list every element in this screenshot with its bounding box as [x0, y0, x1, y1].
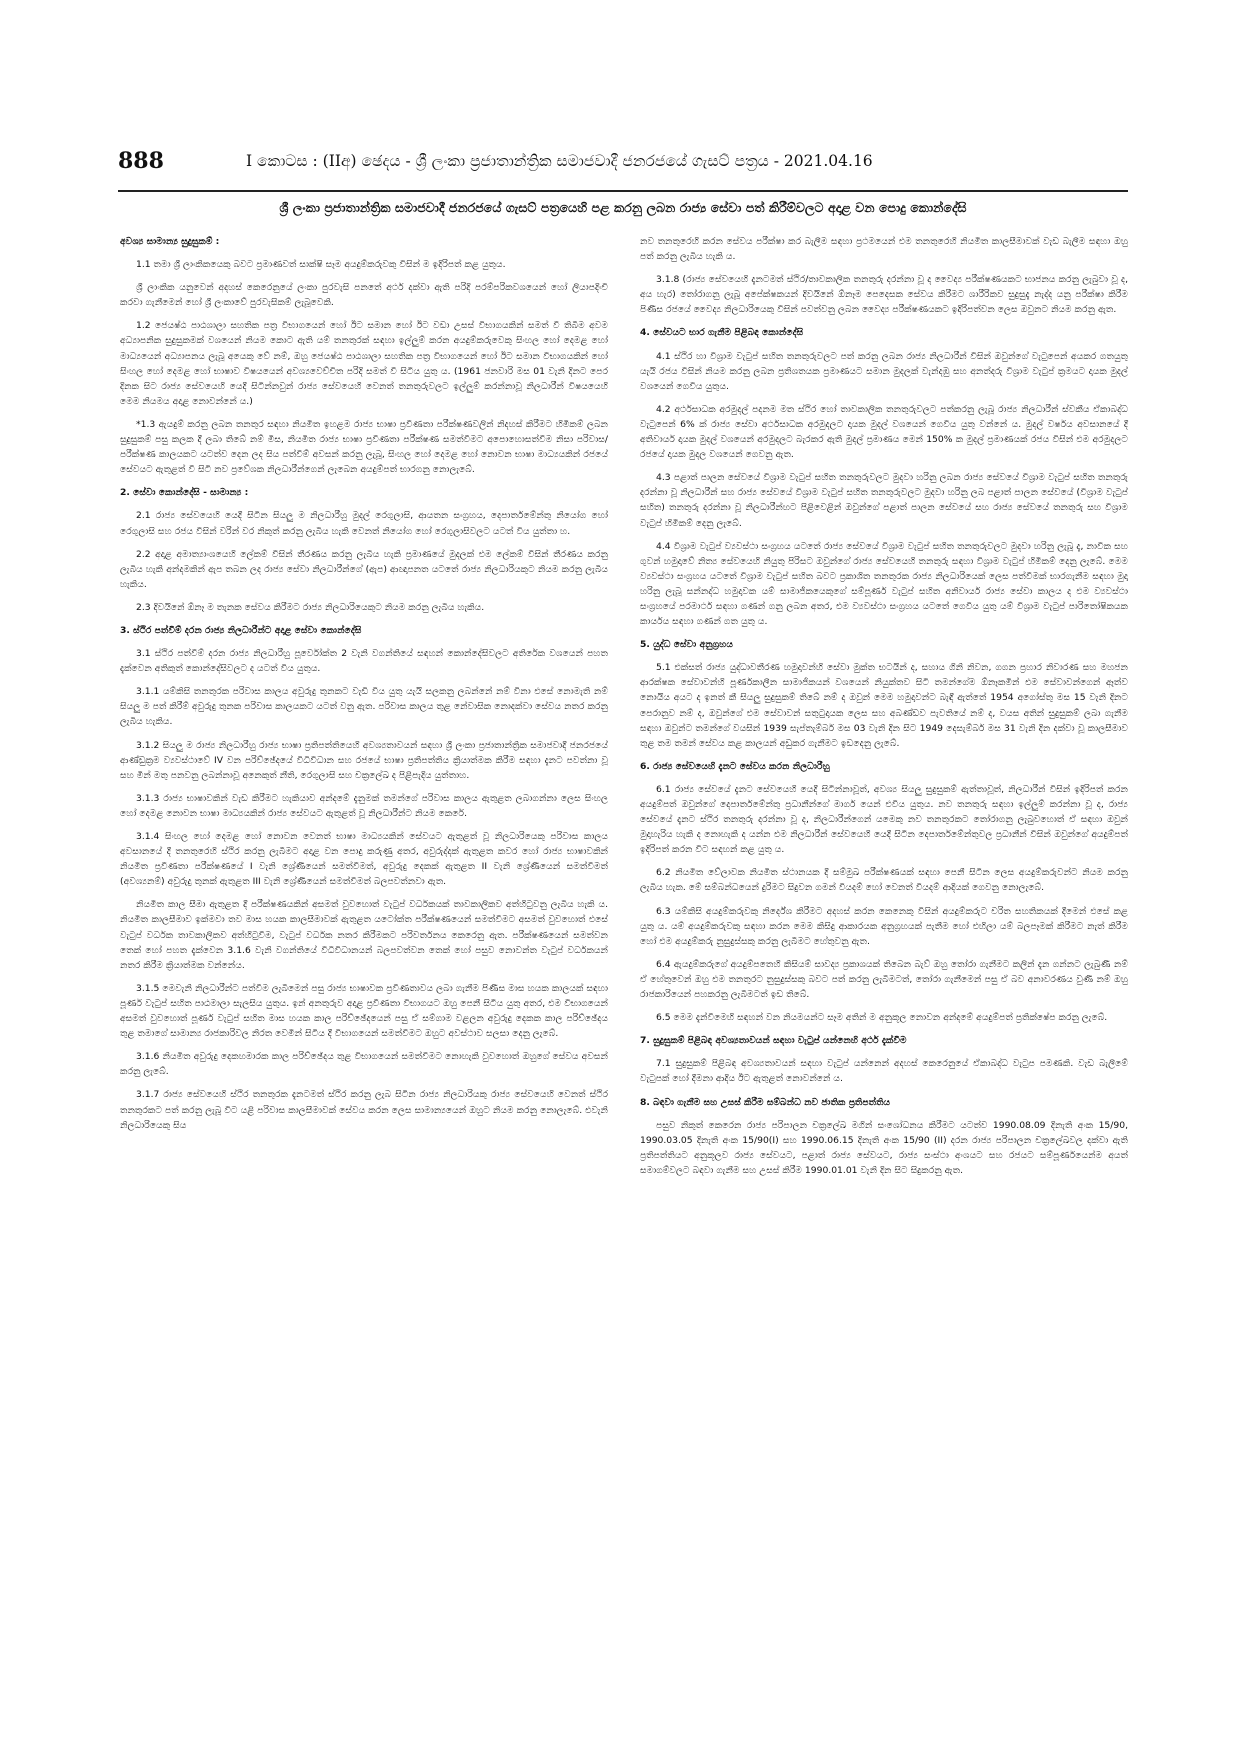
- section-heading: 2. සේවා කොන්දේසි - සාමාන්‍ය :: [120, 487, 249, 499]
- paragraph: 6.3 යම්කිසි අයදුම්කරුවකු නිර්දේශ කිරීමට අදහස් කරන කෙනෙකු විසින් අයදුම්කරුට චරිත සහතිකයක් දීමෙන් එසේ කළ යුතු ය. යම් අයදුම්කරුවකු සඳහා කරන මෙම කිසිදු ආකාරයක අනුග්‍රහයක් පැතීම හෝ එහිලා යම් බලපෑමක් කිරීමට නැත් කිරීම හෝ එම අයදුම්කරු නුසුදුස්සකු කරනු ලැබීමට හේතුවනු ඇත.: [640, 905, 1128, 947]
- paragraph: 6.1 රාජ්‍ය සේවයේ දැනට සේවයෙහි යෙදී සිටින්නාවූත්, අවශ්‍ය සියලු සුදුසුකම් ඇත්තාවූත්, නිලධාරීන් විසින් ඉදිරිපත් කරන අයදුම්පත් ඔවුන්ගේ දෙපාර්තමේන්තු ප්‍රධානීන්ගේ මාර්ග යෙන් එවිය යුතුය. නව තනතුරු සඳහා ඉල්ලුම් කරන්නා වූ ද, රාජ්‍ය සේවයේ දැනට ස්ථිර තනතුරු දරන්නා වූ ද, නිලධාරීන්ගෙන් යමෙකු නව තනතුරකට තෝරාගනු ලැබුවහොත් ඒ සඳහා ඔවුන් මුදාහැරිය හැකි ද නොහැකි ද යන්න එම නිලධාරීන් සේවයෙහි යෙදී සිටින දෙපාර්තමේන්තුවල ප්‍රධානීන් විසින් ඔවුන්ගේ අයදුම්පත් ඉදිරිපත් කරන විට සඳහන් කළ යුතු ය.: [640, 783, 1128, 856]
- section-heading: 8. බඳවා ගැනීම සහ උසස් කිරීම සම්බන්ධ නව ජාතික ප්‍රතිපත්තිය: [640, 1096, 891, 1108]
- paragraph: 7.1 සුදුසුකම් පිළිබඳ අවශ්‍යතාවයන් සඳහා වැටුප් යන්නෙන් අදහස් කෙරෙනුයේ ඒකාබද්ධ වැටුප පමණකි. වැඩ බැලීමේ වැටුපක් හෝ දීමනා ආදිය ඊට ඇතුළත් නොවන්නේ ය.: [640, 1058, 1128, 1085]
- paragraph: 3.1.5 මෙවැනි නිලධාරීන්ට පත්වීම ලැබීමෙන් පසු රාජ්‍ය භාෂාවක ප්‍රවීණතාවය ලබා ගැනීම පිණිස මාස හයක කාලයක් සඳහා පූර්ණ වැටුප් සහිත පාඨමාලා සැලසිය යුතුය. ඉන් අනතුරුව අදාළ ප්‍රවීණතා විභාගයට ඔහු පෙනී සිටිය යුතු අතර, එම විභාගයෙන් අසමත් වුවහොත් පූර්ණ වැටුප් සහිත මාස හයක කාල පරිච්ඡේදයෙන් පසු ඒ සම්ගාම වළලන අවුරුදු දෙකක කාල පරිච්ඡේදය තුළ තමාගේ සාමාන්‍ය රාජකාරිවල නිරත වෙමින් සිටිය දී විභාගයෙන් සමත්වීමට ඔහුට අවස්ථාව සලසා දෙනු ලැබේ.: [120, 982, 608, 1040]
- paragraph: 3.1.1 යම්කිසි තනතුරක පරිවාස කාලය අවුරුදු තුනකට වැඩි විය යුතු යැයි සලකනු ලබන්නේ නම් විනා එසේ නොමැති නම් සියලු ම පත් කිරීම් අවුරුදු තුනක පරිවාස කාලයකට යටත් වනු ඇත. පරිවාස කාලය තුළ නේවාසික නොදක්වා සේවය නතර කරනු ලැබිය හැකිය.: [120, 686, 608, 728]
- paragraph: 4.3 පළාත් පාලන සේවයේ විශ්‍රාම වැටුප් සහිත තනතුරුවලට මුදවා හරිනු ලබන රාජ්‍ය සේවයේ විශ්‍රාම වැටුප් සහිත තනතුරු දරන්නා වූ නිලධාරීන් සහ රාජ්‍ය සේවයේ විශ්‍රාම වැටුප් සහිත තනතුරුවලට මුදවා හරිනු ලබ පළාත් පාලන සේවයේ (විශ්‍රාම වැටුප් සහිත) තනතුරු දරන්නා වූ නිලධාරීන්හට පිළිවෙළින් ඔවුන්ගේ පළාත් පාලන සේවයේ සහ රාජ්‍ය සේවයේ තනතුරු සහ විශ්‍රාම වැටුප් හිමිකම් දෙනු ලැබේ.: [640, 472, 1128, 529]
- paragraph: 3.1.3 රාජ්‍ය භාෂාවකින් වැඩ කිරීමට හැකියාව අන්දමේ දැනුමක් තමන්ගේ පරිවාස කාලය ඇතුළත ලබාගන්නා ලෙස සිංහල හෝ දෙමළ නොවන භාෂා මාධ්‍යයකින් රාජ්‍ය සේවයට ඇතුළත් වූ නිලධාරීන්ට නියම කෙරේ.: [120, 792, 608, 819]
- paragraph: 3.1.8 (රාජ්‍ය සේවයෙහි දැනටමත් ස්ථිර/තාවකාලික තනතුරු දරන්නා වූ ද වෛද්‍ය පරීක්ෂණයකට භාජනය කරනු ලැබුවා වූ ද, අය හැර) තෝරාගනු ලැබූ අපේක්ෂකයන් දිවයිනේ ඕනෑම පෙදෙසක සේවය කිරීමට ශාරීරිකව සුදුසුදැ නැද්ද යනු පරීක්ෂා කිරීම පිණිස රජයේ වෛද්‍ය නිලධාරියෙකු විසින් පවත්වනු ලබන වෛද්‍ය පරීක්ෂණයකට ඉදිරිපත්වන ලෙස ඔවුනට නියම කරනු ඇත.: [640, 274, 1128, 316]
- paragraph: 2.1 රාජ්‍ය සේවයෙහි යෙදී සිටින සියලු ම නිලධාරීහු මුදල් රෙගුලාසි, ආයතන සංග්‍රහය, දෙපාර්තමේන්තු නියෝග හෝ රෙගුලාසි සහ රජය විසින් වරින් වර නිකුත් කරනු ලැබිය හැකි වෙනත් නියෝග හෝ රෙගුලාසිවලට යටත් විය යුත්තා හ.: [120, 510, 608, 537]
- page-number: 888: [118, 148, 164, 174]
- running-title: I කොටස : (IIඅ) ඡෙදය - ශ්‍රී ලංකා ප්‍රජාතාන්ත්‍රික සමාජවාදී ජනරජයේ ගැසට් පත්‍රය - 2021.04.16: [246, 152, 873, 170]
- section-heading: 5. යුද්ධ සේවා අනුග්‍රහය: [640, 639, 733, 651]
- paragraph: 2.2 අදාළ අමාත්‍යාංශයෙහි ලේකම් විසින් තීරණය කරනු ලැබිය හැකි ප්‍රමාණයේ මුදලක් එම ලේකම් විසින් තීරණය කරනු ලැබිය හැකි අන්දමකින් ඇප තබන ලද රාජ්‍ය සේවා නිලධාරීන්ගේ (ඇප) ආඥාපනත යටතේ රාජ්‍ය නිලධාරියකුට නියම කරනු ලැබිය හැකිය.: [120, 548, 608, 590]
- paragraph: ශ්‍රී ලාංකික යනුවෙන් අදහස් කෙරෙනුයේ ලංකා පුරවැසි පනතේ අර්ථ දක්වා ඇති පරිදි පරම්පරිකවශයෙන් හෝ ලියාපදිංචි කරවා ගැනීමෙන් හෝ ශ්‍රී ලංකාවේ පුරවැසිකම් ලැබූවෙකි.: [120, 282, 608, 309]
- paragraph: 4.2 අර්ථසාධක අරමුදල් පදනම මත ස්ථිර හෝ තාවකාලික තනතුරුවලට පත්කරනු ලැබූ රාජ්‍ය නිලධාරීන් ස්වකීය ඒකාබද්ධ වැටුපෙන් 6% ක් රාජ්‍ය සේවා අර්ථසාධක අරමුදලට දායක මුදල් වශයෙන් ගෙවිය යුතු වන්නේ ය. මුදල් වර්ෂය අවසානයේ දී අතිවාර්ය දායක මුදල් වශයෙන් අරමුදලට බැරකර ඇති මුදල් ප්‍රමාණය මෙන් 150% ක මුදල් ප්‍රමාණයක් රජය විසින් එම අරමුදලට රජයේ දායක මුදල වශයෙන් ගෙවනු ඇත.: [640, 403, 1128, 461]
- paragraph: 4.1 ස්ථිර හා විශ්‍රාම වැටුප් සහිත තනතුරුවලට පත් කරනු ලබන රාජ්‍ය නිලධාරීන් විසින් ඔවුන්ගේ වැටුපෙන් අයකර ගතයුතු යැයි රජය විසින් නියම කරනු ලබන ප්‍රතිශතයක ප්‍රමාණයට සමාන මුදලක් වැන්දඹු සහ අනත්දරු විශ්‍රාම වැටුප් ක්‍රමයට දායක මුදල් වශයෙන් ගෙවිය යුතුය.: [640, 350, 1128, 392]
- paragraph: 6.2 නියමිත වේලාවක නියමිත ස්ථානයක දී සම්මුඛ පරීක්ෂණයක් සඳහා පෙනී සිටින ලෙස අයදුම්කරුවන්ට නියම කරනු ලැබිය හැක. මේ සම්බන්ධයෙන් දුරිමට සිදුවන ගමන් වියදම් හෝ වෙනත් වියදම් ආදියක් ගෙවනු නොලැබේ.: [640, 867, 1128, 894]
- paragraph: 3.1.6 නියමිත අවුරුදු දෙකහමාරක කාල පරිච්ඡේදය තුළ විභාගයෙන් සමත්වීමට නොහැකි වුවහොත් ඔහුගේ සේවය අවසන් කරනු ලැබේ.: [120, 1051, 608, 1078]
- paragraph: 1.2 ජෙ‍යෂ්ඨ පාඨශාලා සහතික පත්‍ර විභාගයෙන් හෝ ඊට සමාන හෝ ඊට වඩා උසස් විභාගයකින් සමත් වී තිබීම අවම අධ්‍යාපනික සුදුසුකමක් වශයෙන් නියම කොට ඇති යම් තනතුරක් සඳහා ඉල්ලුම් කරන අයදුම්කරුවෙකු සිංහල හෝ දෙමළ හෝ මාධ්‍යයෙන් අධ්‍යාපනය ලැබූ අයෙකු වේ නම්, ඔහු ජෙ‍යෂ්ඨ පාඨශාලා සහතික පත්‍ර විභාගයෙන් හෝ ඊට සමාන විභාගයකින් හෝ සිංහල හෝ දෙමළ හෝ භාෂාව විෂයයෙන් අවශ්‍යවෙච්චිත පරිදි සමත් වී සිටිය යුතු ය. (1961 ජනවාරි මස 01 වැනි දිනට පෙර දිනක සිට රාජ්‍ය සේවයෙහි යෙදී සිටින්නවුන් රාජ්‍ය සේවයෙහි වෙනත් තනතුරුවලට ඉල්ලුම් කරන්නාවූ නිලධාරීන් විෂයයෙහි මෙම නියමය අදාළ නොවන්නේ ය.): [120, 320, 609, 407]
- left-column: [120, 234, 608, 1141]
- paragraph: 3.1.4 සිංහල හෝ දෙමළ හෝ නොවන වෙනත් භාෂා මාධ්‍යයකින් සේවයට ඇතුළත් වූ නිලධාරියෙකු පරිවාස කාලය අවසානයේ දී තනතුරෙහි ස්ථිර කරනු ලැබීමට අදාළ වන පොදු කරුණු අතර, අවුරුද්දක් ඇතුළත කවර හෝ රාජ්‍ය භාෂාවකින් නියමිත ප්‍රවීණතා පරීක්ෂණයේ I වැනි ශ්‍රේණියෙන් සමත්වීමත්, අවුරුදු දෙකක් ඇතුළත II වැනි ශ්‍රේණියෙන් සමත්වීමත් (අවශ්‍යනම්) අවුරුදු තුනක් ඇතුළත III වැනි ශ්‍රේණියෙන් සමත්වීමත් බලපවත්නවා ඇත.: [120, 831, 608, 888]
- paragraph: 1.1 තමා ශ්‍රී ලාංකිකයෙකු බවට ප්‍රමාණවත් සාක්ෂි සෑම අයදුම්කරුවකු විසින් ම ඉදිරිපත් කළ යුතුය.: [136, 259, 506, 271]
- paragraph: *1.3 ඇයදුම් කරනු ලබන තනතුර සඳහා නියමිත ඉහළම රාජ්‍ය භාෂා ප්‍රවීණතා පරීක්ෂණවලින් නිදහස් කිරීමට හිමිකම් ලබන සුදුසුකම් පසු කලක දී ලබා තිබේ නම් මිස, නියමිත රාජ්‍ය භාෂා ප්‍රවීණතා පරීක්ෂණ සමත්වීමට අපොහොසත්වීම නිසා පරිවාස/පරීක්ෂණ කාලයකට යටත්ව දෙන ලද සිය පත්වීම් අවසන් කරනු ලැබූ, සිංහල හෝ දෙමළ හෝ නොවන භාෂා මාධ්‍යයකින් රජයේ සේවයට ඇතුළත් වී සිටි නව ප්‍රවේශක නිලධාරීන්ගෙන් ලැබෙන අයදුම්පත් භාරගනු නොලැබේ.: [120, 418, 608, 476]
- paragraph: 2.3 දිවයිනේ ඕනෑ ම තැනක සේවය කිරීමට රාජ්‍ය නිලධාරියෙකුට නියම කරනු ලැබිය හැකිය.: [136, 601, 485, 613]
- paragraph: 4.4 විශ්‍රාම වැටුප් ව්‍යවස්ථා සංග්‍රහය යටතේ රාජ්‍ය සේවයේ විශ්‍රාම වැටුප් සහිත තනතුරුවලට මුදවා හරිනු ලැබූ දැ, නාවික සහ ගුවන් හමුදාවේ නිත්‍ය සේවයෙහි නියුතු පිරිසට ඔවුන්ගේ රාජ්‍ය සේවයෙහි තනතුරු සඳහා විශ්‍රාම වැටුප් හිමිකම් දෙනු ලැබේ. මෙම ව්‍යවස්ථා සංග්‍රහය යටතේ විශ්‍රාම වැටුප් සහිත බවට ප්‍රකාශිත තනතුරක රාජ්‍ය නිලධාරියෙක් ලෙස පත්වීමක් භාරගැනීම සඳහා මුදා හරිනු ලැබූ සන්නද්ධ හමුදාවක යම් සාමාජිකයෙකුගේ සම්පූර්ණ වැටුප් සහිත අනිවාර්ය රාජ්‍ය සේවා කාලය ද එම ව්‍යවස්ථා සංග්‍රහයේ පරමාර්ථ සඳහා ගණන් ගනු ලබන අතර, එම ව්‍යවස්ථා සංග්‍රහය යටතේ ගෙවිය යුතු යම් විශ්‍රාම වැටුප් පාරිතෝෂිකයක කාර්යය සඳහා ගණන් ගත යුතු ය.: [640, 540, 1128, 628]
- paragraph: 6.4 ඇයදුම්කරුගේ අයදුම්පතෙහි කිසියම් සාවද්‍ය ප්‍රකාශයක් තිබෙන බැව් ඔහු තෝරා ගැනීමට කලින් දැන ගන්නට ලැබුණි නම් ඒ හේතුවෙන් ඔහු එම තනතුරට නුසුදුස්සකු බවට පත් කරනු ලැබීමටත්, තෝරා ගැනීමෙන් පසු ඒ බව අනාවරණය වුණි නම් ඔහු රාජකාරියෙන් පහකරනු ලැබීමටත් ඉඩ තිබේ.: [640, 958, 1128, 1001]
- paragraph: 3.1.2 සියලු ම රාජ්‍ය නිලධාරීහු රාජ්‍ය භාෂා ප්‍රතිපත්තියෙහි අවශ්‍යතාවයන් සඳහා ශ්‍රී ලංකා ප්‍රජාතාන්ත්‍රික සමාජවාදී ජනරජයේ ආණ්ඩුක්‍රම ව්‍යවස්ථාවේ IV වන පරිච්ඡේදයේ විධිවිධාන සහ රජයේ භාෂා ප්‍රතිපත්තිය ක්‍රියාත්මක කිරීම සඳහා දැනට පවත්නා වූ සහ මින් මතු පනවනු ලබන්නාවූ අනෙකුත් නීති, රෙගුලාසි සහ චක්‍රලේඛ ද පිළිපැදිය යුත්තාහ.: [120, 739, 608, 781]
- paragraph: 3.1 ස්ථිර පත්වීම් දරන රාජ්‍ය නිලධාරීහු පූර්වෝක්ත 2 වැනි වගන්තියේ සඳහන් කොන්දේසිවලට අතිරේක වශයෙන් පහත දැක්වෙන අතිකුත් කොන්දේසිවලට ද යටත් විය යුතුය.: [120, 648, 608, 675]
- paragraph: නියමිත කාල සීමා ඇතුළත දී පරීක්ෂණයකින් අසමත් වුවහොත් වැටුප් වර්ධකයක් තාවකාලිකව අත්හිටුවනු ලැබිය හැකි ය. නියමිත කාලසීමාව ඉක්මවා තව මාස හයක කාලසීමාවක් ඇතුළත යටෝක්ත පරීක්ෂණයෙන් සමත්වීමට අසමත් වුවහොත් එසේ වැටුප් වර්ධක තාවකාලිකව අත්හිටුවීම, වැටුප් වර්ධක නතර කිරීමකට පරිවර්තනය කෙරෙනු ඇත. පරීක්ෂණයෙන් සමත්වන තෙක් හෝ පහත දැක්වෙන 3.1.6 වැනි වගන්තියේ විධිවිධානයන් බලපවත්වන තෙක් හෝ පසුව නොවන්ත වැටුප් වර්ධකයන් නතර කිරීම ක්‍රියාත්මක වන්නේය.: [120, 899, 608, 971]
- document-title: ශ්‍රී ලංකා ප්‍රජාතාන්ත්‍රික සමාජවාදී ජනරජයේ ගැසට් පත්‍රයෙහි පළ කරනු ලබන රාජ්‍ය සේවා පත් කිරීම්වලට අදාළ වන පොදු කොන්දේසි: [279, 200, 967, 215]
- paragraph: 6.5 මෙම දැන්වීමෙහි සඳහන් වන නියමයන්ට සෑම අතින් ම අනුකූල නොවන අන්දමේ අයදුම්පත් ප්‍රතික්ෂේප කරනු ලැබේ.: [656, 1012, 1108, 1024]
- section-heading: 7. සුදුසුකම් පිළිබඳ අවශ්‍යතාවයන් සඳහා වැටුප් යන්නෙහි අර්ථ දැක්වීම: [640, 1035, 907, 1047]
- section-heading: 6. රාජ්‍ය සේවයෙහි දැනට සේවය කරන නිලධාරීහු: [640, 760, 830, 772]
- section-heading: 4. සේවයට භාර ගැනීම පිළිබඳ කොන්දේසි: [640, 327, 804, 339]
- paragraph: පසුව නිකුත් කෙරෙන රාජ්‍ය පරිපාලන චක්‍රලේඛ මගින් සංශෝධනය කිරීමට යටත්ව 1990.08.09 දිනැති අංක 15/90, 1990.03.05 දිනැති අංක 15/90(I) සහ 1990.06.15 දිනැති අංක 15/90 (II) දරන රාජ්‍ය පරිපාලන චක්‍රලේඛවල දක්වා ඇති ප්‍රතිපත්තියට අනුකූලව රාජ්‍ය සේවයට, පළාත් රාජ්‍ය සේවයට, රාජ්‍ය සංස්ථා අංශයට සහ රජයට සම්පූර්ණයෙන්ම අයත් සමාගම්වලට බඳවා ගැනීම සහ උසස් කිරීම 1990.01.01 වැනි දින සිට සිදුකරනු ඇත.: [640, 1119, 1128, 1176]
- page-header: [118, 146, 1128, 190]
- section-heading: අවශ්‍ය සාමාන්‍ය සුදුසුකම් :: [120, 236, 220, 247]
- paragraph: 3.1.7 රාජ්‍ය සේවයෙහි ස්ථිර තනතුරක දැනටමත් ස්ථිර කරනු ලැබ සිටින රාජ්‍ය නිලධාරියකු රාජ්‍ය සේවයෙහි වෙනත් ස්ථිර තනතුරකට පත් කරනු ලැබූ විට යළි පරිවාස කාලසීමාවක් සේවය කරන ලෙස සාමාන්‍යයෙන් ඔහුට නියම කරනු නොලැබේ. එවැනි නිලධාරියෙකු සිය: [120, 1089, 608, 1131]
- paragraph: නව තනතුරෙහි කරන සේවය පරීක්ෂා කර බැලීම සඳහා ප්‍රථමයෙන් එම තනතුරෙහි නියමිත කාලසීමාවක් වැඩ බැලීම සඳහා ඔහු පත් කරනු ලැබිය හැකි ය.: [640, 236, 1128, 263]
- section-heading: 3. ස්ථිර පත්වීම් දරන රාජ්‍ය නිලධාරීන්ට අදාළ සේවා කොන්දේසි: [120, 624, 362, 636]
- header-rule: [118, 190, 1128, 192]
- right-column: [640, 234, 1128, 1186]
- paragraph: 5.1 එක්සත් රාජ්‍ය යුද්ධාවතීරණ හමුදාවන්හි සේවා මුක්ත භටයින් ද, සහාය ගිනි නිවන, ගගන ප්‍රහාර නිවාරණ සහ මහජන ආරක්ෂක සේවාවන්හි පූර්ණකාලීන සාමාජිකයන් වශයෙන් නියුක්තව සිටි තමන්ගේම ඕනෑකමින් එම සේවාවන්ගෙන් ඈත්ව නොයිය අයට ද ඉනත් කී සියලු සුදුසුකම් තිබේ නම් ද ඔවුන් මෙම හමුදාවන්ට බැඳී ඇත්තේ 1954 අගෝස්තු මස 15 වැනි දිනට පෙරානුව නම් ද, ඔවුන්ගේ එම සේවාවන් සතුටුදායක ලෙස සහ අබණ්ඩව පැවතියේ නම් ද, වයස අතින් සුදුසුකම් ලබා ගැනීම සඳහා ඔවුන්ට තමන්ගේ වයසින් 1939 සැප්තැම්බර් මස 03 වැනි දින සිට 1949 දෙසැම්බර් මස 31 වැනි දින දක්වා වූ කාලසීමාව තුළ තම තමන් සේවය කළ කාලයන් අඩුකර ගැනීමට ඉඩදෙනු ලැබේ.: [640, 662, 1128, 749]
